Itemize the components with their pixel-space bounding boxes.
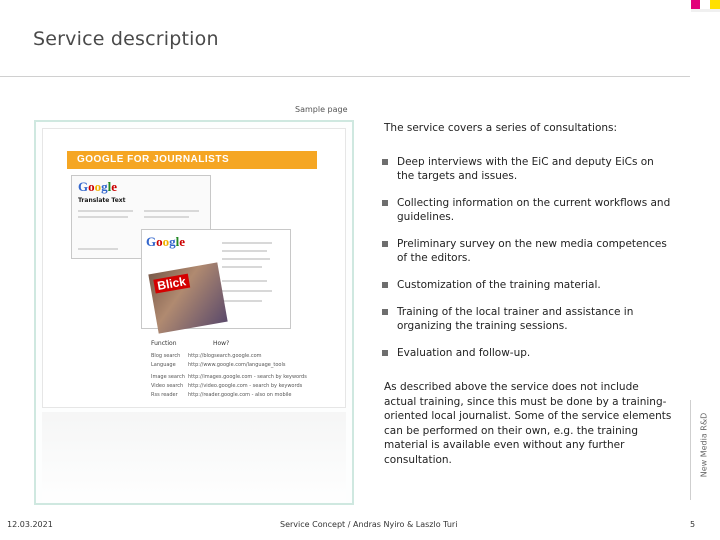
footer-date: 12.03.2021: [7, 520, 53, 529]
google-logo-icon: Google: [146, 234, 186, 249]
title-divider: [0, 76, 690, 77]
sample-page-sheet: [42, 128, 346, 408]
table-cell: http://reader.google.com - also on mobile: [188, 392, 292, 398]
translate-title: Translate Text: [78, 197, 126, 204]
list-item: [382, 346, 672, 360]
google-logo-icon: Google: [78, 179, 118, 194]
corner-magenta-block: [691, 0, 700, 9]
list-item: [382, 305, 672, 333]
closing-paragraph: As described above the service does not include actual training, since this must be done by a training-oriented local journalist. Some of the service elements can be performed on their own, e.g. the training material is available even without any further consultation.: [384, 381, 672, 466]
square-bullet-icon: [382, 241, 388, 247]
table-cell: http://www.google.com/language_tools: [188, 362, 286, 368]
page-title: Service description: [33, 28, 219, 50]
sample-page-label: Sample page: [295, 105, 348, 114]
table-cell: Video search: [151, 383, 184, 389]
list-item-text: Customization of the training material.: [397, 279, 601, 291]
corner-yellow-block: [710, 0, 720, 9]
sample-banner: GOOGLE FOR JOURNALISTS: [67, 151, 317, 169]
sample-reflection: [42, 412, 346, 502]
intro-text: The service covers a series of consultations:: [384, 122, 618, 134]
table-cell: Rss reader: [151, 392, 178, 398]
consultation-list: [382, 155, 672, 373]
list-item-text: Training of the local trainer and assistance in organizing the training sessions.: [397, 306, 634, 332]
list-item: [382, 278, 672, 292]
corner-gray-strip: [691, 9, 720, 12]
table-cell: Image search: [151, 374, 185, 380]
side-label: [694, 395, 714, 495]
side-divider: [690, 400, 691, 500]
table-cell: http://blogsearch.google.com: [188, 353, 262, 359]
table-header-function: Function: [151, 340, 177, 347]
list-item-text: Collecting information on the current workflows and guidelines.: [397, 197, 671, 223]
square-bullet-icon: [382, 282, 388, 288]
list-item-text: Preliminary survey on the new media competences of the editors.: [397, 238, 667, 264]
page-number: 5: [690, 520, 696, 529]
square-bullet-icon: [382, 200, 388, 206]
list-item: [382, 155, 672, 183]
list-item: [382, 237, 672, 265]
table-cell: http://video.google.com - search by keywords: [188, 383, 303, 389]
footer-center-text: Service Concept / Andras Nyiro & Laszlo Turi: [280, 520, 458, 529]
blick-label: Blick: [153, 274, 190, 294]
list-item: [382, 196, 672, 224]
blick-thumbnail: [148, 262, 227, 333]
table-header-how: How?: [213, 340, 230, 347]
corner-white-block: [700, 0, 710, 9]
table-cell: Blog search: [151, 353, 181, 359]
list-item-text: Deep interviews with the EiC and deputy EiCs on the targets and issues.: [397, 156, 654, 182]
side-label-text: New Media R&D: [699, 412, 709, 478]
square-bullet-icon: [382, 350, 388, 356]
sample-page-image: [34, 120, 354, 505]
table-cell: http://images.google.com - search by keywords: [188, 374, 307, 380]
list-item-text: Evaluation and follow-up.: [397, 347, 531, 359]
square-bullet-icon: [382, 159, 388, 165]
table-cell: Language: [151, 362, 176, 368]
square-bullet-icon: [382, 309, 388, 315]
